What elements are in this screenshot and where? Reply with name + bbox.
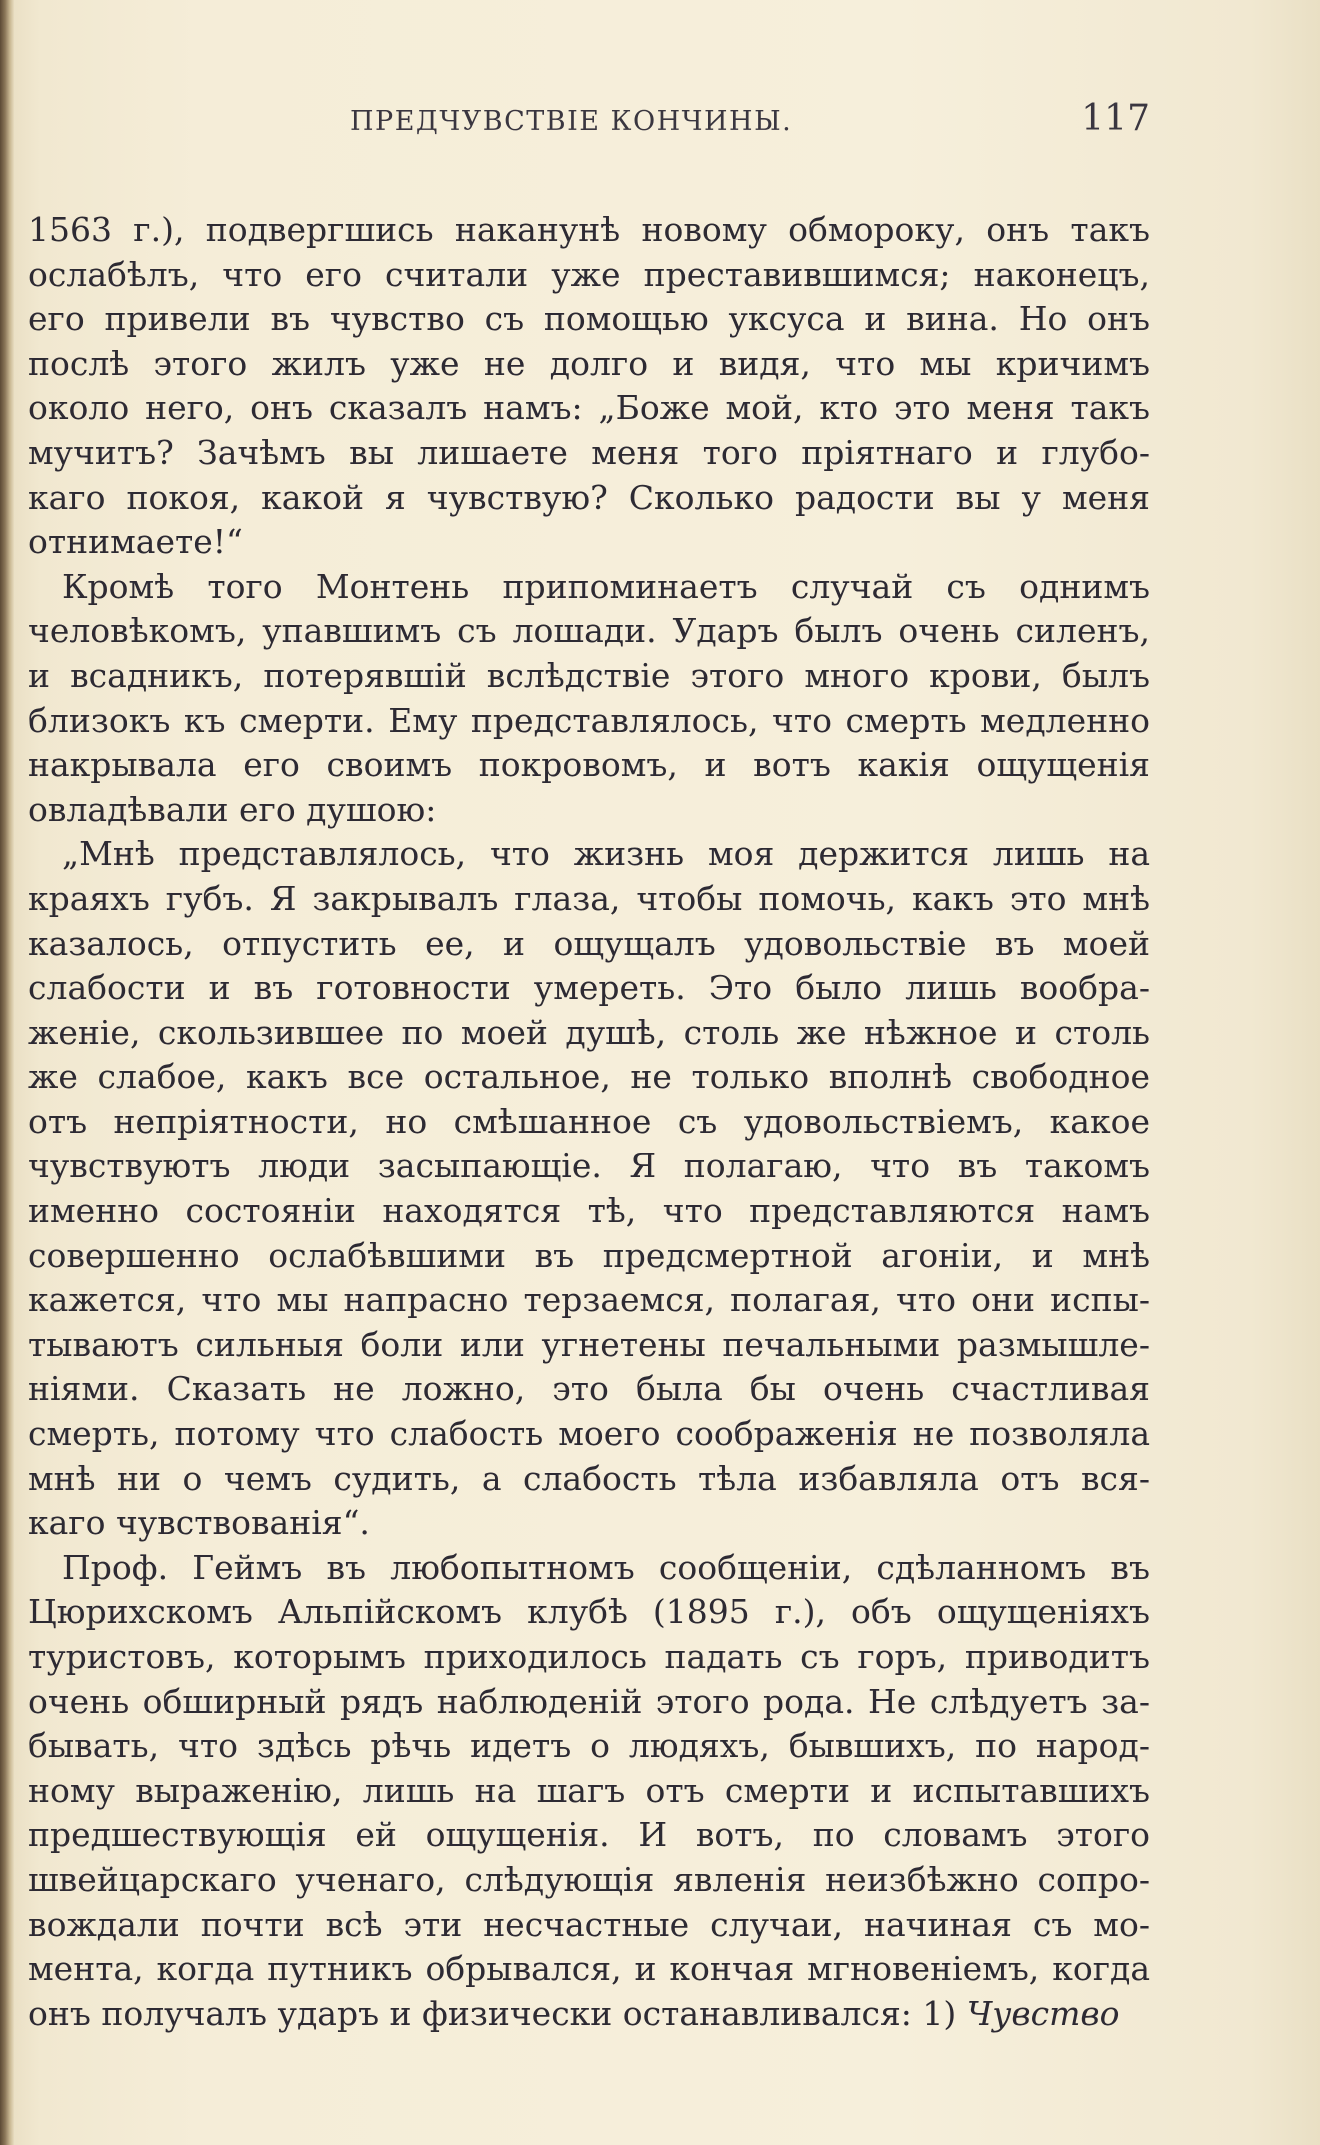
text-line: же слабое, какъ все остальное, не только вполнѣ свободное xyxy=(28,1057,1150,1097)
text-line: отнимаете!“ xyxy=(28,522,243,562)
text-line: мента, когда путникъ обрывался, и кончая мгновеніемъ, когда xyxy=(28,1949,1150,1989)
text-line: Цюрихскомъ Альпійскомъ клубѣ (1895 г.), объ ощущеніяхъ xyxy=(28,1592,1150,1632)
text-line-final-plain: онъ получалъ ударъ и физически останавливался: 1) xyxy=(28,1993,957,2033)
text-line: ному выраженію, лишь на шагъ отъ смерти и испытавшихъ xyxy=(28,1770,1150,1810)
text-line: кажется, что мы напрасно терзаемся, полагая, что они испы- xyxy=(28,1280,1150,1320)
text-line: его привели въ чувство съ помощью уксуса и вина. Но онъ xyxy=(28,299,1150,339)
text-line: ослабѣлъ, что его считали уже преставившимся; наконецъ, xyxy=(28,254,1150,294)
text-line: ніями. Сказать не ложно, это была бы очень счастливая xyxy=(28,1369,1150,1409)
body-text xyxy=(28,208,1150,2036)
text-line: каго чувствованія“. xyxy=(28,1503,370,1543)
text-line: туристовъ, которымъ приходилось падать съ горъ, приводитъ xyxy=(28,1637,1150,1676)
text-line: предшествующія ей ощущенія. И вотъ, по словамъ этого xyxy=(28,1815,1150,1855)
text-line: 1563 г.), подвергшись наканунѣ новому обмороку, онъ такъ xyxy=(28,210,1150,249)
text-line: швейцарскаго ученаго, слѣдующія явленія неизбѣжно сопро- xyxy=(28,1859,1150,1899)
text-line-final xyxy=(28,1992,1150,2037)
text-line-final-italic: Чувство xyxy=(966,1993,1120,2033)
text-line: совершенно ослабѣвшими въ предсмертной агоніи, и мнѣ xyxy=(28,1235,1150,1275)
text-line: слабости и въ готовности умереть. Это было лишь вообра- xyxy=(28,968,1150,1008)
page-number: 117 xyxy=(1081,98,1150,139)
text-line: послѣ этого жилъ уже не долго и видя, что мы кричимъ xyxy=(28,343,1150,383)
text-line: тываютъ сильныя боли или угнетены печальными размышле- xyxy=(28,1324,1150,1364)
text-line: краяхъ губъ. Я закрывалъ глаза, чтобы помочь, какъ это мнѣ xyxy=(28,878,1150,918)
page-header xyxy=(350,98,1150,148)
text-line: мнѣ ни о чемъ судить, а слабость тѣла избавляла отъ вся- xyxy=(28,1458,1150,1498)
text-line: Кромѣ того Монтень припоминаетъ случай съ однимъ xyxy=(62,566,1150,606)
text-line: смерть, потому что слабость моего соображенія не позволяла xyxy=(28,1414,1150,1454)
text-line: отъ непріятности, но смѣшанное съ удовольствіемъ, какое xyxy=(28,1101,1150,1141)
text-line: близокъ къ смерти. Ему представлялось, что смерть медленно xyxy=(28,700,1150,740)
text-line: именно состояніи находятся тѣ, что представляются намъ xyxy=(28,1191,1150,1231)
text-line: „Мнѣ представлялось, что жизнь моя держится лишь на xyxy=(62,834,1150,874)
text-line: овладѣвали его душою: xyxy=(28,789,437,829)
binding-edge xyxy=(0,0,14,2145)
running-title: ПРЕДЧУВСТВІЕ КОНЧИНЫ. xyxy=(350,106,793,137)
text-line: очень обширный рядъ наблюденій этого рода. Не слѣдуетъ за- xyxy=(28,1681,1150,1721)
text-line: вождали почти всѣ эти несчастные случаи, начиная съ мо- xyxy=(28,1904,1150,1944)
text-line: накрывала его своимъ покровомъ, и вотъ какія ощущенія xyxy=(28,745,1150,785)
text-line: Проф. Геймъ въ любопытномъ сообщеніи, сдѣланномъ въ xyxy=(62,1547,1150,1587)
text-line: и всадникъ, потерявшій вслѣдствіе этого много крови, былъ xyxy=(28,655,1150,695)
text-line: около него, онъ сказалъ намъ: „Боже мой, кто это меня такъ xyxy=(28,388,1150,428)
text-line: мучитъ? Зачѣмъ вы лишаете меня того пріятнаго и глубо- xyxy=(28,432,1150,472)
text-line: бывать, что здѣсь рѣчь идетъ о людяхъ, бывшихъ, по народ- xyxy=(28,1726,1150,1766)
text-line: чувствуютъ люди засыпающіе. Я полагаю, что въ такомъ xyxy=(28,1146,1150,1186)
text-line: женіе, скользившее по моей душѣ, столь же нѣжное и столь xyxy=(28,1012,1150,1052)
text-line: каго покоя, какой я чувствую? Сколько радости вы у меня xyxy=(28,477,1150,517)
text-line: казалось, отпустить ее, и ощущалъ удовольствіе въ моей xyxy=(28,923,1150,963)
text-line: человѣкомъ, упавшимъ съ лошади. Ударъ былъ очень силенъ, xyxy=(28,611,1150,651)
